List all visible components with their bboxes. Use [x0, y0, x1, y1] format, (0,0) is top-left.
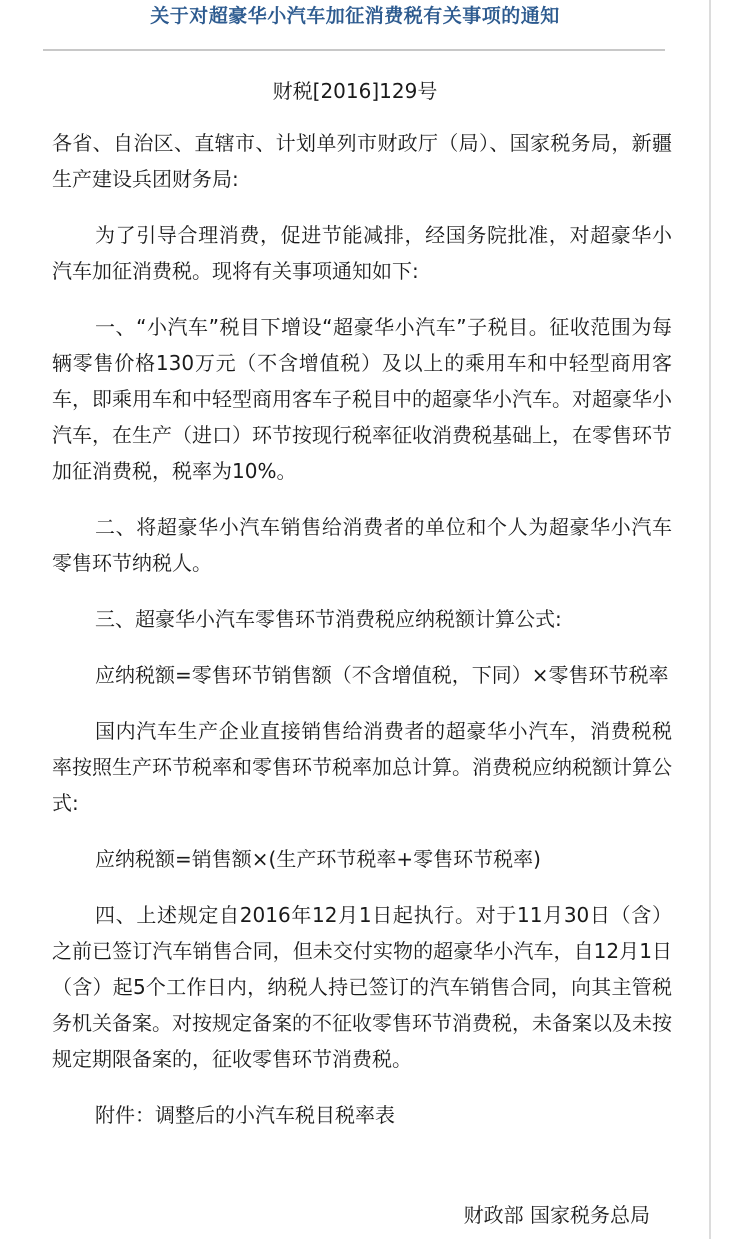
page-edge-divider — [709, 0, 711, 1239]
document-number: 财税[2016]129号 — [272, 79, 438, 103]
paragraph-item-1: 一、“小汽车”税目下增设“超豪华小汽车”子税目。征收范围为每辆零售价格130万元（不含增值税）及以上的乘用车和中轻型商用客车，即乘用车和中轻型商用客车子税目中的超豪华小汽车。对超豪华小汽车，在生产（进口）环节按现行税率征收消费税基础上，在零售环节加征消费税，税率为10%。 — [52, 315, 672, 483]
paragraph-item-4: 四、上述规定自2016年12月1日起执行。对于11月30日（含）之前已签订汽车销售合同，但未交付实物的超豪华小汽车，自12月1日（含）起5个工作日内，纳税人持已签订的汽车销售合同，向其主管税务机关备案。对按规定备案的不征收零售环节消费税，未备案以及未按规定期限备案的，征收零售环节消费税。 — [52, 903, 672, 1071]
title-divider — [43, 49, 665, 51]
paragraph-item-3: 三、超豪华小汽车零售环节消费税应纳税额计算公式: — [95, 607, 562, 631]
paragraph-domestic: 国内汽车生产企业直接销售给消费者的超豪华小汽车，消费税税率按照生产环节税率和零售环节税率加总计算。消费税应纳税额计算公式: — [52, 719, 672, 815]
paragraph-intro: 为了引导合理消费，促进节能减排，经国务院批准，对超豪华小汽车加征消费税。现将有关事项通知如下: — [52, 223, 672, 283]
issuer-signature: 财政部 国家税务总局 — [463, 1203, 650, 1227]
attachment-line: 附件：调整后的小汽车税目税率表 — [95, 1103, 395, 1127]
addressee: 各省、自治区、直辖市、计划单列市财政厅（局）、国家税务局，新疆生产建设兵团财务局: — [52, 131, 672, 191]
formula-combined: 应纳税额=销售额×(生产环节税率+零售环节税率) — [95, 847, 541, 871]
paragraph-item-2: 二、将超豪华小汽车销售给消费者的单位和个人为超豪华小汽车零售环节纳税人。 — [52, 515, 672, 575]
formula-retail: 应纳税额=零售环节销售额（不含增值税，下同）×零售环节税率 — [95, 663, 669, 687]
document-body — [52, 125, 672, 1153]
document-title: 关于对超豪华小汽车加征消费税有关事项的通知 — [150, 5, 560, 27]
